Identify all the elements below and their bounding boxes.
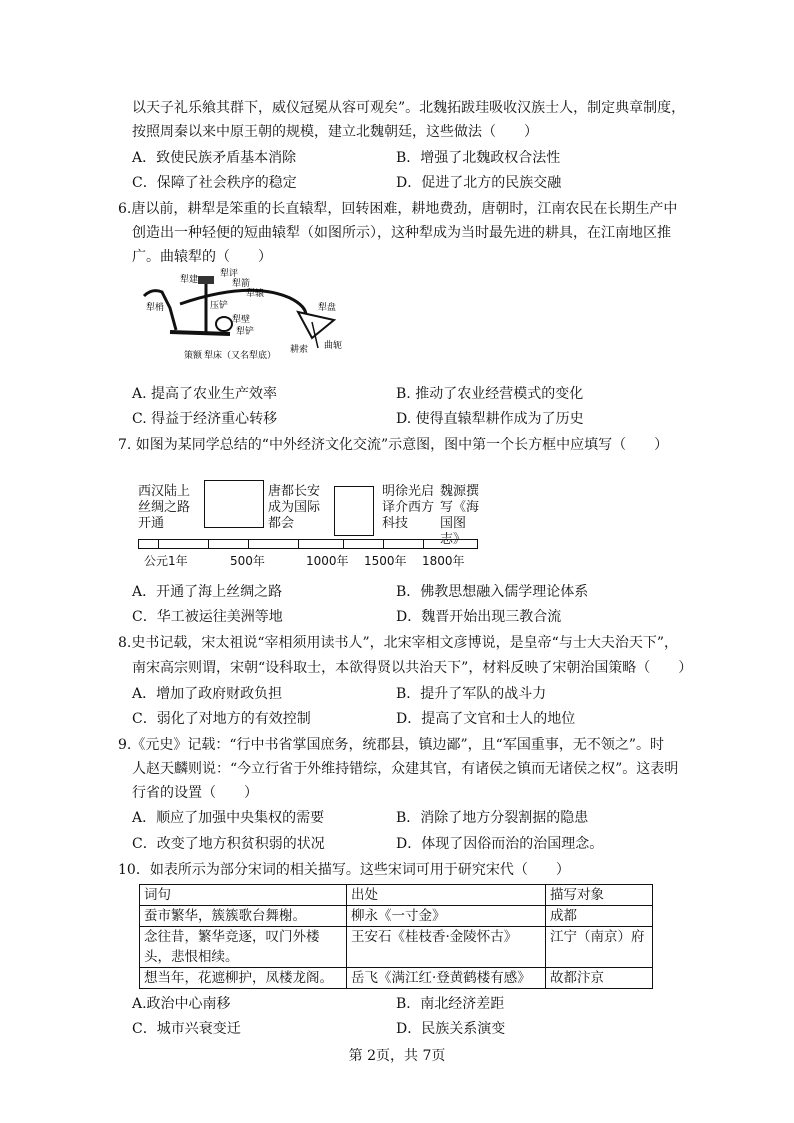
timeline-tick	[343, 539, 344, 549]
q10-option-d: D．民族关系演变	[396, 1021, 506, 1037]
timeline-axis	[138, 539, 478, 549]
curved-plough-figure	[140, 268, 360, 368]
table-cell: 想当年，花遮柳护，凤楼龙阁。	[140, 968, 347, 989]
q7-option-b: B．佛教思想融入儒学理论体系	[396, 584, 589, 600]
table-cell: 蚕市繁华，簇簇歌台舞榭。	[140, 906, 347, 927]
q5-stem-line1: 以天子礼乐飨其群下，威仪冠冕从容可观矣”。北魏拓跋珪吸收汉族士人，制定典章制度，	[132, 100, 686, 116]
table-cell: 成都	[546, 906, 653, 927]
label-quduo: 曲轭	[324, 341, 343, 351]
q6-stem-line1: 6.唐以前，耕犁是笨重的长直辕犁，回转困难，耕地费劲，唐朝时，江南农民在长期生产中	[118, 201, 678, 217]
q10-table	[139, 884, 653, 989]
q5-stem-line2: 按照周秦以来中原王朝的规模，建立北魏朝廷，这些做法（ ）	[132, 124, 538, 140]
table-cell: 江宁（南京）府	[546, 927, 653, 968]
q9-stem-line2: 人赵天麟则说：“今立行省于外维持错综，众建其官，有诸侯之镇而无诸侯之权”。这表明	[132, 761, 679, 777]
table-cell: 故都汴京	[546, 968, 653, 989]
q9-stem-line3: 行省的设置（ ）	[132, 785, 258, 801]
q9-option-d: D．体现了因俗而治的治国理念。	[396, 836, 604, 852]
q6-stem-line2: 创造出一种轻便的短曲辕犁（如图所示），这种犁成为当时最先进的耕具，在江南地区推	[132, 225, 671, 241]
timeline-blank-box-2	[334, 486, 374, 536]
timeline-tick	[383, 539, 384, 549]
timeline-text-1: 西汉陆上 丝绸之路 开通	[138, 484, 191, 531]
q9-option-c: C．改变了地方积贫积弱的状况	[132, 836, 325, 852]
timeline-text-2: 唐都长安 成为国际 都会	[268, 484, 321, 531]
q5-option-a: A．致使民族矛盾基本消除	[132, 150, 297, 166]
timeline-tick	[298, 539, 299, 549]
label-cee: 策额	[184, 351, 203, 361]
table-cell: 柳永《一寸金》	[347, 906, 546, 927]
timeline-year: 1000年	[306, 554, 349, 568]
q10-option-c: C．城市兴衰变迁	[132, 1021, 241, 1037]
table-header-cell: 词句	[140, 885, 347, 906]
q8-stem-line1: 8.史书记载，宋太祖说“宰相须用读书人”，北宋宰相文彦博说，是皇帝“与士大夫治天下”，	[118, 635, 678, 651]
table-row	[140, 927, 653, 968]
q6-stem-line3: 广。曲辕犁的（ ）	[132, 249, 272, 265]
timeline-blank-box-1	[204, 480, 264, 528]
timeline-tick	[208, 539, 209, 549]
q6-option-d: D. 使得直辕犁耕作成为了历史	[396, 411, 584, 427]
q8-option-b: B．提升了军队的战斗力	[396, 686, 547, 702]
table-header-cell: 描写对象	[546, 885, 653, 906]
table-header-row	[140, 885, 653, 906]
q8-stem-line2: 南宋高宗则谓，宋朝“设科取士，本欲得贤以共治天下”，材料反映了宋朝治国策略（ ）	[132, 660, 693, 676]
q7-option-c: C．华工被运往美洲等地	[132, 609, 283, 625]
q7-option-d: D．魏晋开始出现三教合流	[396, 609, 562, 625]
q8-option-a: A．增加了政府财政负担	[132, 686, 283, 702]
page-footer: 第 2页，共 7页	[348, 1048, 446, 1064]
timeline-figure	[138, 484, 484, 570]
label-lijian: 犁建	[180, 275, 199, 285]
q6-option-b: B. 推动了农业经营模式的变化	[396, 386, 584, 402]
label-lichan: 犁铲	[236, 327, 255, 337]
timeline-year: 公元1年	[144, 554, 188, 568]
timeline-year: 500年	[230, 554, 265, 568]
q10-option-b: B．南北经济差距	[396, 996, 505, 1012]
timeline-tick	[423, 539, 424, 549]
table-cell: 念往昔，繁华竞逐，叹门外楼头，悲恨相续。	[140, 927, 347, 968]
label-liyuan: 犁辕	[246, 289, 265, 299]
label-lipan: 犁盘	[318, 303, 337, 313]
q10-option-a: A.政治中心南移	[132, 996, 231, 1012]
table-cell: 王安石《桂枝香·金陵怀古》	[347, 927, 546, 968]
q9-option-a: A．顺应了加强中央集权的需要	[132, 810, 325, 826]
timeline-tick	[158, 539, 159, 549]
q7-option-a: A．开通了海上丝绸之路	[132, 584, 283, 600]
label-libi: 犁壁	[232, 315, 251, 325]
table-row	[140, 968, 653, 989]
timeline-year: 1500年	[364, 554, 407, 568]
timeline-text-3: 明徐光启 译介西方 科技	[382, 484, 435, 531]
label-liping: 犁评	[220, 269, 239, 279]
table-row	[140, 906, 653, 927]
timeline-year: 1800年	[422, 554, 465, 568]
q8-option-d: D．提高了文官和士人的地位	[396, 711, 576, 727]
label-lishao: 犁梢	[146, 303, 165, 313]
q7-stem: 7. 如图为某同学总结的“中外经济文化交流”示意图，图中第一个长方框中应填写（ ）	[118, 437, 669, 453]
q5-option-d: D．促进了北方的民族交融	[396, 175, 562, 191]
table-header-cell: 出处	[347, 885, 546, 906]
label-yachan: 压铲	[210, 301, 229, 311]
timeline-text-4: 魏源撰 写《海 国图志》	[440, 484, 480, 547]
q5-option-b: B．增强了北魏政权合法性	[396, 150, 561, 166]
label-lichuang: 犁床（又名犁底）	[204, 351, 277, 361]
q9-option-b: B．消除了地方分裂割据的隐患	[396, 810, 589, 826]
q6-option-a: A. 提高了农业生产效率	[132, 386, 278, 402]
label-lijian2: 犁箭	[232, 279, 251, 289]
q10-stem: 10．如表所示为部分宋词的相关描写。这些宋词可用于研究宋代（ ）	[118, 862, 570, 878]
table-cell: 岳飞《满江红·登黄鹤楼有感》	[347, 968, 546, 989]
q8-option-c: C．弱化了对地方的有效控制	[132, 711, 311, 727]
q5-option-c: C．保障了社会秩序的稳定	[132, 175, 297, 191]
label-gengsuo: 耕索	[290, 345, 309, 355]
timeline-tick	[248, 539, 249, 549]
q9-stem-line1: 9.《元史》记载：“行中书省掌国庶务，统郡县，镇边鄙”，且“军国重事，无不领之”。时	[118, 737, 664, 753]
q6-option-c: C. 得益于经济重心转移	[132, 411, 278, 427]
